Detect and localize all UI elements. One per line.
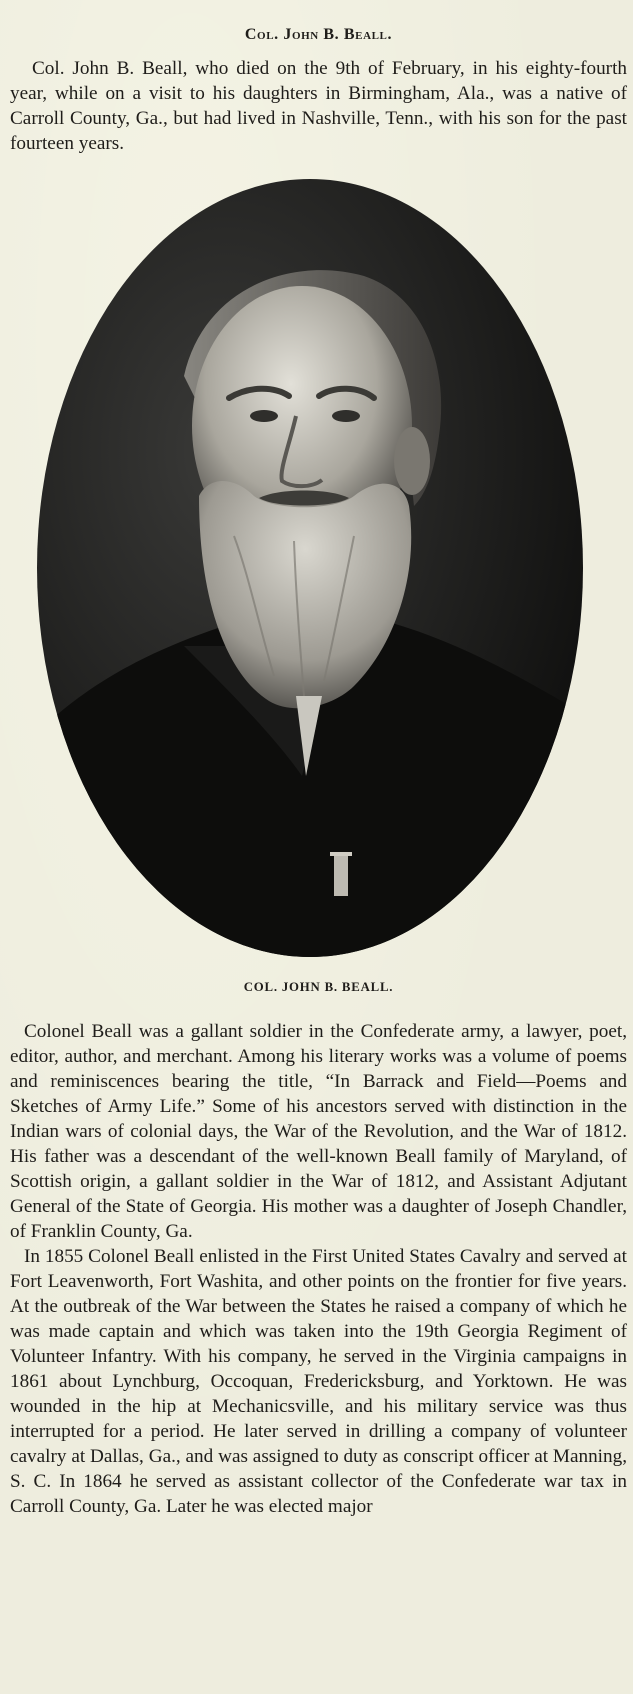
portrait-caption: COL. JOHN B. BEALL. [243,980,394,994]
article-title: Col. John B. Beall. [244,26,393,43]
body-paragraph-2: In 1855 Colonel Beall enlisted in the First United States Cavalry and served at Fort Leavenworth, Fort Washita, and other points on the frontier for five years. At the outbreak of the War between the States he raised a company of which he was made captain and which was taken into the 19th Georgia Regiment of Volunteer Infantry. With his company, he served in the Virginia campaigns in 1861 about Lynchburg, Occoquan, Fredericksburg, and Yorktown. He was wounded in the hip at Mechanicsville, and his military service was thus interrupted for a period. He later served in drilling a company of volunteer cavalry at Dallas, Ga., and was assigned to duty as conscript officer at Manning, S. C. In 1864 he served as assistant collector of the Confederate war tax in Carroll County, Ga. Later he was elected major [10,1246,627,1517]
body-paragraph-1: Colonel Beall was a gallant soldier in the Confederate army, a lawyer, poet, editor, author, and merchant. Among his literary works was a volume of poems and reminiscences bearing the title, “In Barrack and Field—Poems and Sketches of Army Life.” Some of his ancestors served with distinction in the Indian wars of colonial days, the War of the Revolution, and the War of 1812. His father was a descendant of the well-known Beall family of Maryland, of Scottish origin, a gallant soldier in the War of 1812, and Assistant Adjutant General of the State of Georgia. His mother was a daughter of Joseph Chandler, of Franklin County, Ga. [10,1021,627,1242]
portrait-figure [34,176,586,960]
portrait-photo [34,176,586,960]
intro-paragraph: Col. John B. Beall, who died on the 9th of February, in his eighty-fourth year, while on a visit to his daughters in Birmingham, Ala., was a native of Carroll County, Ga., but had lived in Nashville, Tenn., with his son for the past fourteen years. [10,58,627,154]
